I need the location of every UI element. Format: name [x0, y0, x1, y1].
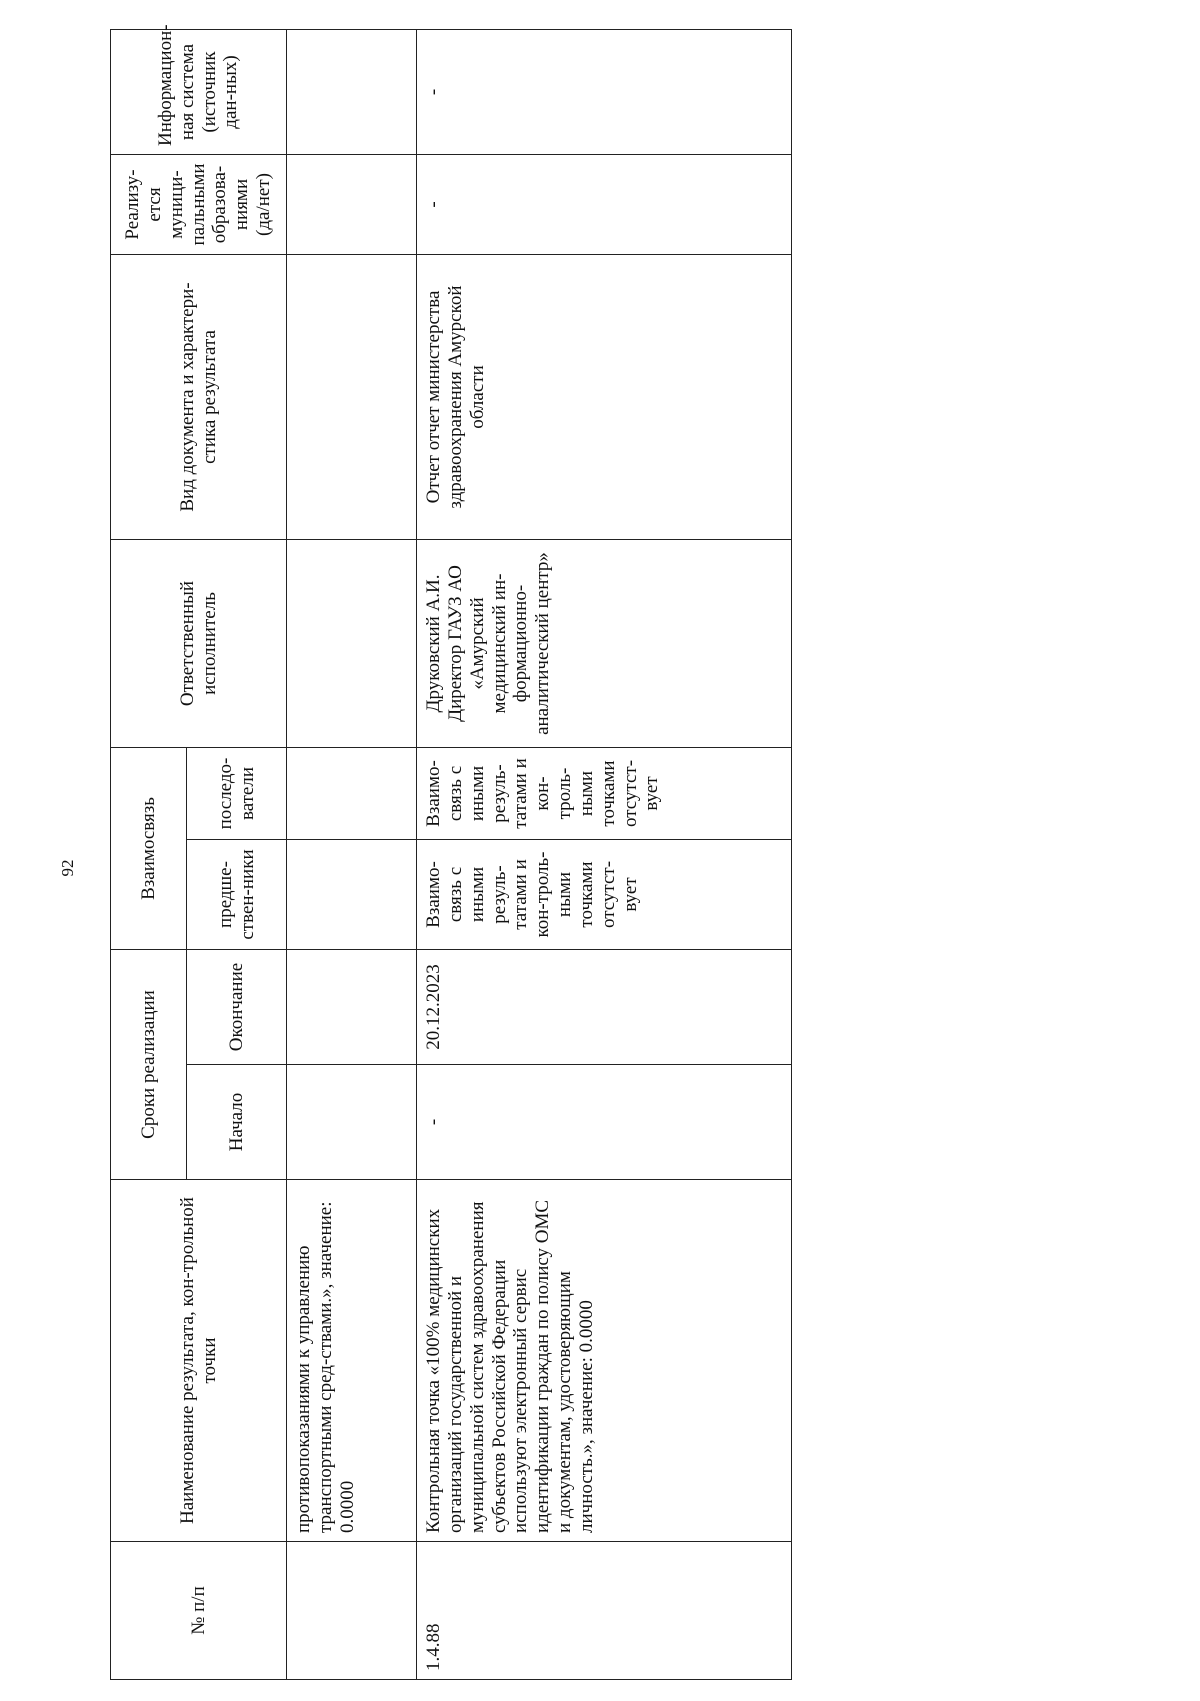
cell-successors — [287, 748, 417, 840]
table-row — [417, 30, 792, 1680]
header-successors: последо-ватели — [187, 748, 287, 840]
table-row — [287, 30, 417, 1680]
header-timing: Сроки реализации — [111, 950, 187, 1180]
header-row-1 — [111, 30, 187, 1680]
cell-end: 20.12.2023 — [417, 950, 792, 1065]
results-table — [110, 24, 792, 1680]
cell-responsible — [287, 540, 417, 748]
cell-end — [287, 950, 417, 1065]
header-start: Начало — [187, 1065, 287, 1180]
cell-successors: Взаимо-связь с иными резуль-татами и кон-троль-ными точками отсутст-вует — [417, 748, 792, 840]
header-num: № п/п — [111, 1542, 287, 1680]
cell-start — [287, 1065, 417, 1180]
cell-name: Контрольная точка «100% медицинских организаций государственной и муниципальной систем здравоохранения субъектов Российской Федерации используют электронный сервис идентификации граждан по полису ОМС и документам, удостоверяющим личность.», значение: 0.0000 — [417, 1180, 792, 1542]
rotated-table-container — [110, 24, 1030, 1680]
cell-doc — [287, 255, 417, 540]
header-municipal: Реализу-ется муници-пальными образова-ниями (да/нет) — [111, 155, 287, 255]
header-relation: Взаимосвязь — [111, 748, 187, 950]
header-name: Наименование результата, кон-трольной точки — [111, 1180, 287, 1542]
header-predecessors: предше-ствен-ники — [187, 840, 287, 950]
cell-municipal — [287, 155, 417, 255]
cell-start: - — [417, 1065, 792, 1180]
cell-num — [287, 1542, 417, 1680]
cell-info — [287, 30, 417, 155]
header-end: Окончание — [187, 950, 287, 1065]
cell-predecessors — [287, 840, 417, 950]
page-number: 92 — [58, 859, 77, 877]
header-info: Информацион-ная система (источник дан-ных) — [111, 30, 287, 155]
header-doc: Вид документа и характери-стика результата — [111, 255, 287, 540]
header-responsible: Ответственный исполнитель — [111, 540, 287, 748]
cell-info: - — [417, 30, 792, 155]
cell-name: противопоказаниями к управлению транспортными сред-ствами.», значение: 0.0000 — [287, 1180, 417, 1542]
cell-doc: Отчет отчет министерства здравоохранения Амурской области — [417, 255, 792, 540]
cell-predecessors: Взаимо-связь с иными резуль-татами и кон-троль-ными точками отсутст-вует — [417, 840, 792, 950]
cell-num: 1.4.88 — [417, 1542, 792, 1680]
cell-municipal: - — [417, 155, 792, 255]
cell-responsible: Друковский А.И. Директор ГАУЗ АО «Амурский медицинский ин-формационно-аналитический центр» — [417, 540, 792, 748]
